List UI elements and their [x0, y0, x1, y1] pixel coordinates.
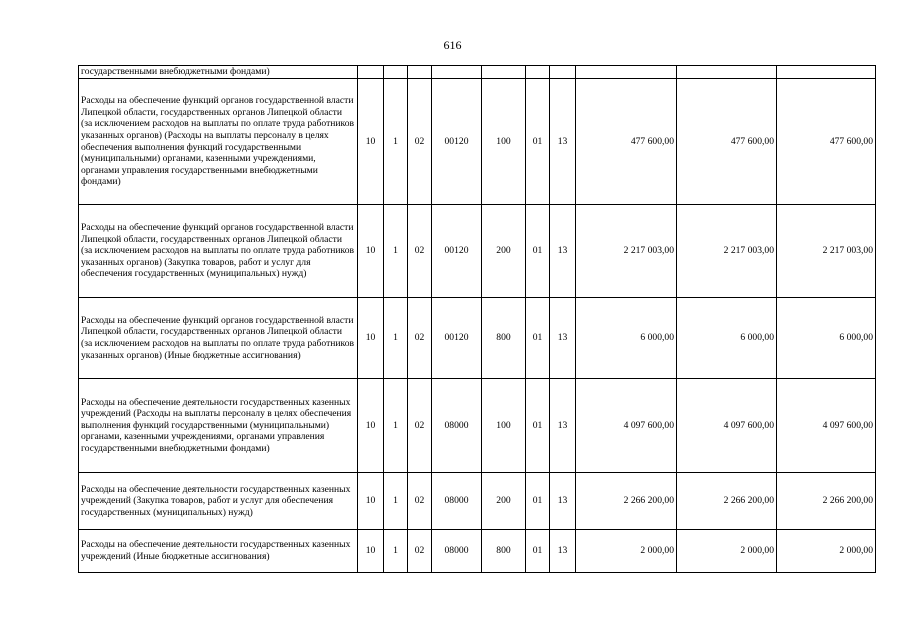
cell-amount: 2 266 200,00: [677, 473, 777, 530]
table-row: [79, 379, 876, 473]
cell-code: [526, 66, 550, 79]
table-row: [79, 473, 876, 530]
cell-code: 02: [408, 379, 432, 473]
cell-code: 10: [358, 298, 384, 379]
cell-code: 800: [482, 298, 526, 379]
cell-code: 01: [526, 79, 550, 205]
cell-code: [408, 66, 432, 79]
row-description: Расходы на обеспечение функций органов государственной власти Липецкой области, государственных органов Липецкой области (за исключением расходов на выплаты по оплате труда работников указанных органов) (Расходы на выплаты персоналу в целях обеспечения выполнения функций государственными (муниципальными) органами, казенными учреждениями, органами управления государственными внебюджетными фондами): [79, 79, 358, 205]
cell-code: 10: [358, 530, 384, 573]
cell-code: 13: [550, 379, 576, 473]
cell-amount: 6 000,00: [777, 298, 876, 379]
cell-amount: 2 000,00: [677, 530, 777, 573]
table-row: [79, 205, 876, 298]
cell-code: 00120: [432, 79, 482, 205]
table-row: [79, 530, 876, 573]
cell-code: 1: [384, 205, 408, 298]
cell-code: 200: [482, 473, 526, 530]
cell-code: 08000: [432, 530, 482, 573]
cell-code: 1: [384, 530, 408, 573]
cell-code: 02: [408, 205, 432, 298]
cell-amount: 2 217 003,00: [677, 205, 777, 298]
row-description: Расходы на обеспечение функций органов государственной власти Липецкой области, государственных органов Липецкой области (за исключением расходов на выплаты по оплате труда работников указанных органов) (Закупка товаров, работ и услуг для обеспечения государственных (муниципальных) нужд): [79, 205, 358, 298]
cell-amount: [777, 66, 876, 79]
cell-code: 1: [384, 298, 408, 379]
cell-amount: 477 600,00: [777, 79, 876, 205]
cell-amount: 2 266 200,00: [576, 473, 677, 530]
cell-amount: 477 600,00: [677, 79, 777, 205]
cell-amount: 477 600,00: [576, 79, 677, 205]
cell-code: 1: [384, 79, 408, 205]
cell-code: 00120: [432, 205, 482, 298]
cell-code: 10: [358, 79, 384, 205]
cell-code: 1: [384, 379, 408, 473]
cell-amount: 2 266 200,00: [777, 473, 876, 530]
cell-code: [432, 66, 482, 79]
cell-amount: 4 097 600,00: [576, 379, 677, 473]
cell-code: 10: [358, 205, 384, 298]
cell-amount: 4 097 600,00: [777, 379, 876, 473]
cell-code: 13: [550, 205, 576, 298]
table-row: [79, 79, 876, 205]
cell-code: 01: [526, 205, 550, 298]
budget-table: [78, 65, 876, 573]
page-number: 616: [443, 38, 462, 52]
cell-code: 200: [482, 205, 526, 298]
table-row: [79, 66, 876, 79]
cell-code: 100: [482, 379, 526, 473]
cell-code: 01: [526, 298, 550, 379]
cell-code: 01: [526, 473, 550, 530]
row-description: Расходы на обеспечение деятельности государственных казенных учреждений (Закупка товаров, работ и услуг для обеспечения государственных (муниципальных) нужд): [79, 473, 358, 530]
cell-amount: 6 000,00: [576, 298, 677, 379]
cell-code: 13: [550, 530, 576, 573]
cell-amount: [677, 66, 777, 79]
cell-code: 10: [358, 379, 384, 473]
cell-amount: 2 000,00: [777, 530, 876, 573]
cell-code: 13: [550, 473, 576, 530]
cell-code: [482, 66, 526, 79]
row-description: Расходы на обеспечение деятельности государственных казенных учреждений (Иные бюджетные ассигнования): [79, 530, 358, 573]
cell-amount: 2 217 003,00: [777, 205, 876, 298]
row-description: Расходы на обеспечение деятельности государственных казенных учреждений (Расходы на выплаты персоналу в целях обеспечения выполнения функций государственными (муниципальными) органами, казенными учреждениями, органами управления государственными внебюджетными фондами): [79, 379, 358, 473]
cell-code: 02: [408, 298, 432, 379]
cell-code: [550, 66, 576, 79]
cell-code: [384, 66, 408, 79]
cell-amount: 6 000,00: [677, 298, 777, 379]
cell-amount: 2 000,00: [576, 530, 677, 573]
cell-code: 01: [526, 379, 550, 473]
cell-code: 00120: [432, 298, 482, 379]
row-description: государственными внебюджетными фондами): [79, 66, 358, 79]
cell-code: 01: [526, 530, 550, 573]
cell-code: 13: [550, 79, 576, 205]
cell-code: 02: [408, 473, 432, 530]
cell-amount: [576, 66, 677, 79]
cell-code: 08000: [432, 379, 482, 473]
cell-amount: 4 097 600,00: [677, 379, 777, 473]
cell-code: 02: [408, 530, 432, 573]
cell-code: [358, 66, 384, 79]
cell-code: 13: [550, 298, 576, 379]
table-row: [79, 298, 876, 379]
row-description: Расходы на обеспечение функций органов государственной власти Липецкой области, государственных органов Липецкой области (за исключением расходов на выплаты по оплате труда работников указанных органов) (Иные бюджетные ассигнования): [79, 298, 358, 379]
cell-code: 1: [384, 473, 408, 530]
cell-code: 08000: [432, 473, 482, 530]
cell-code: 10: [358, 473, 384, 530]
cell-code: 100: [482, 79, 526, 205]
cell-amount: 2 217 003,00: [576, 205, 677, 298]
cell-code: 02: [408, 79, 432, 205]
cell-code: 800: [482, 530, 526, 573]
